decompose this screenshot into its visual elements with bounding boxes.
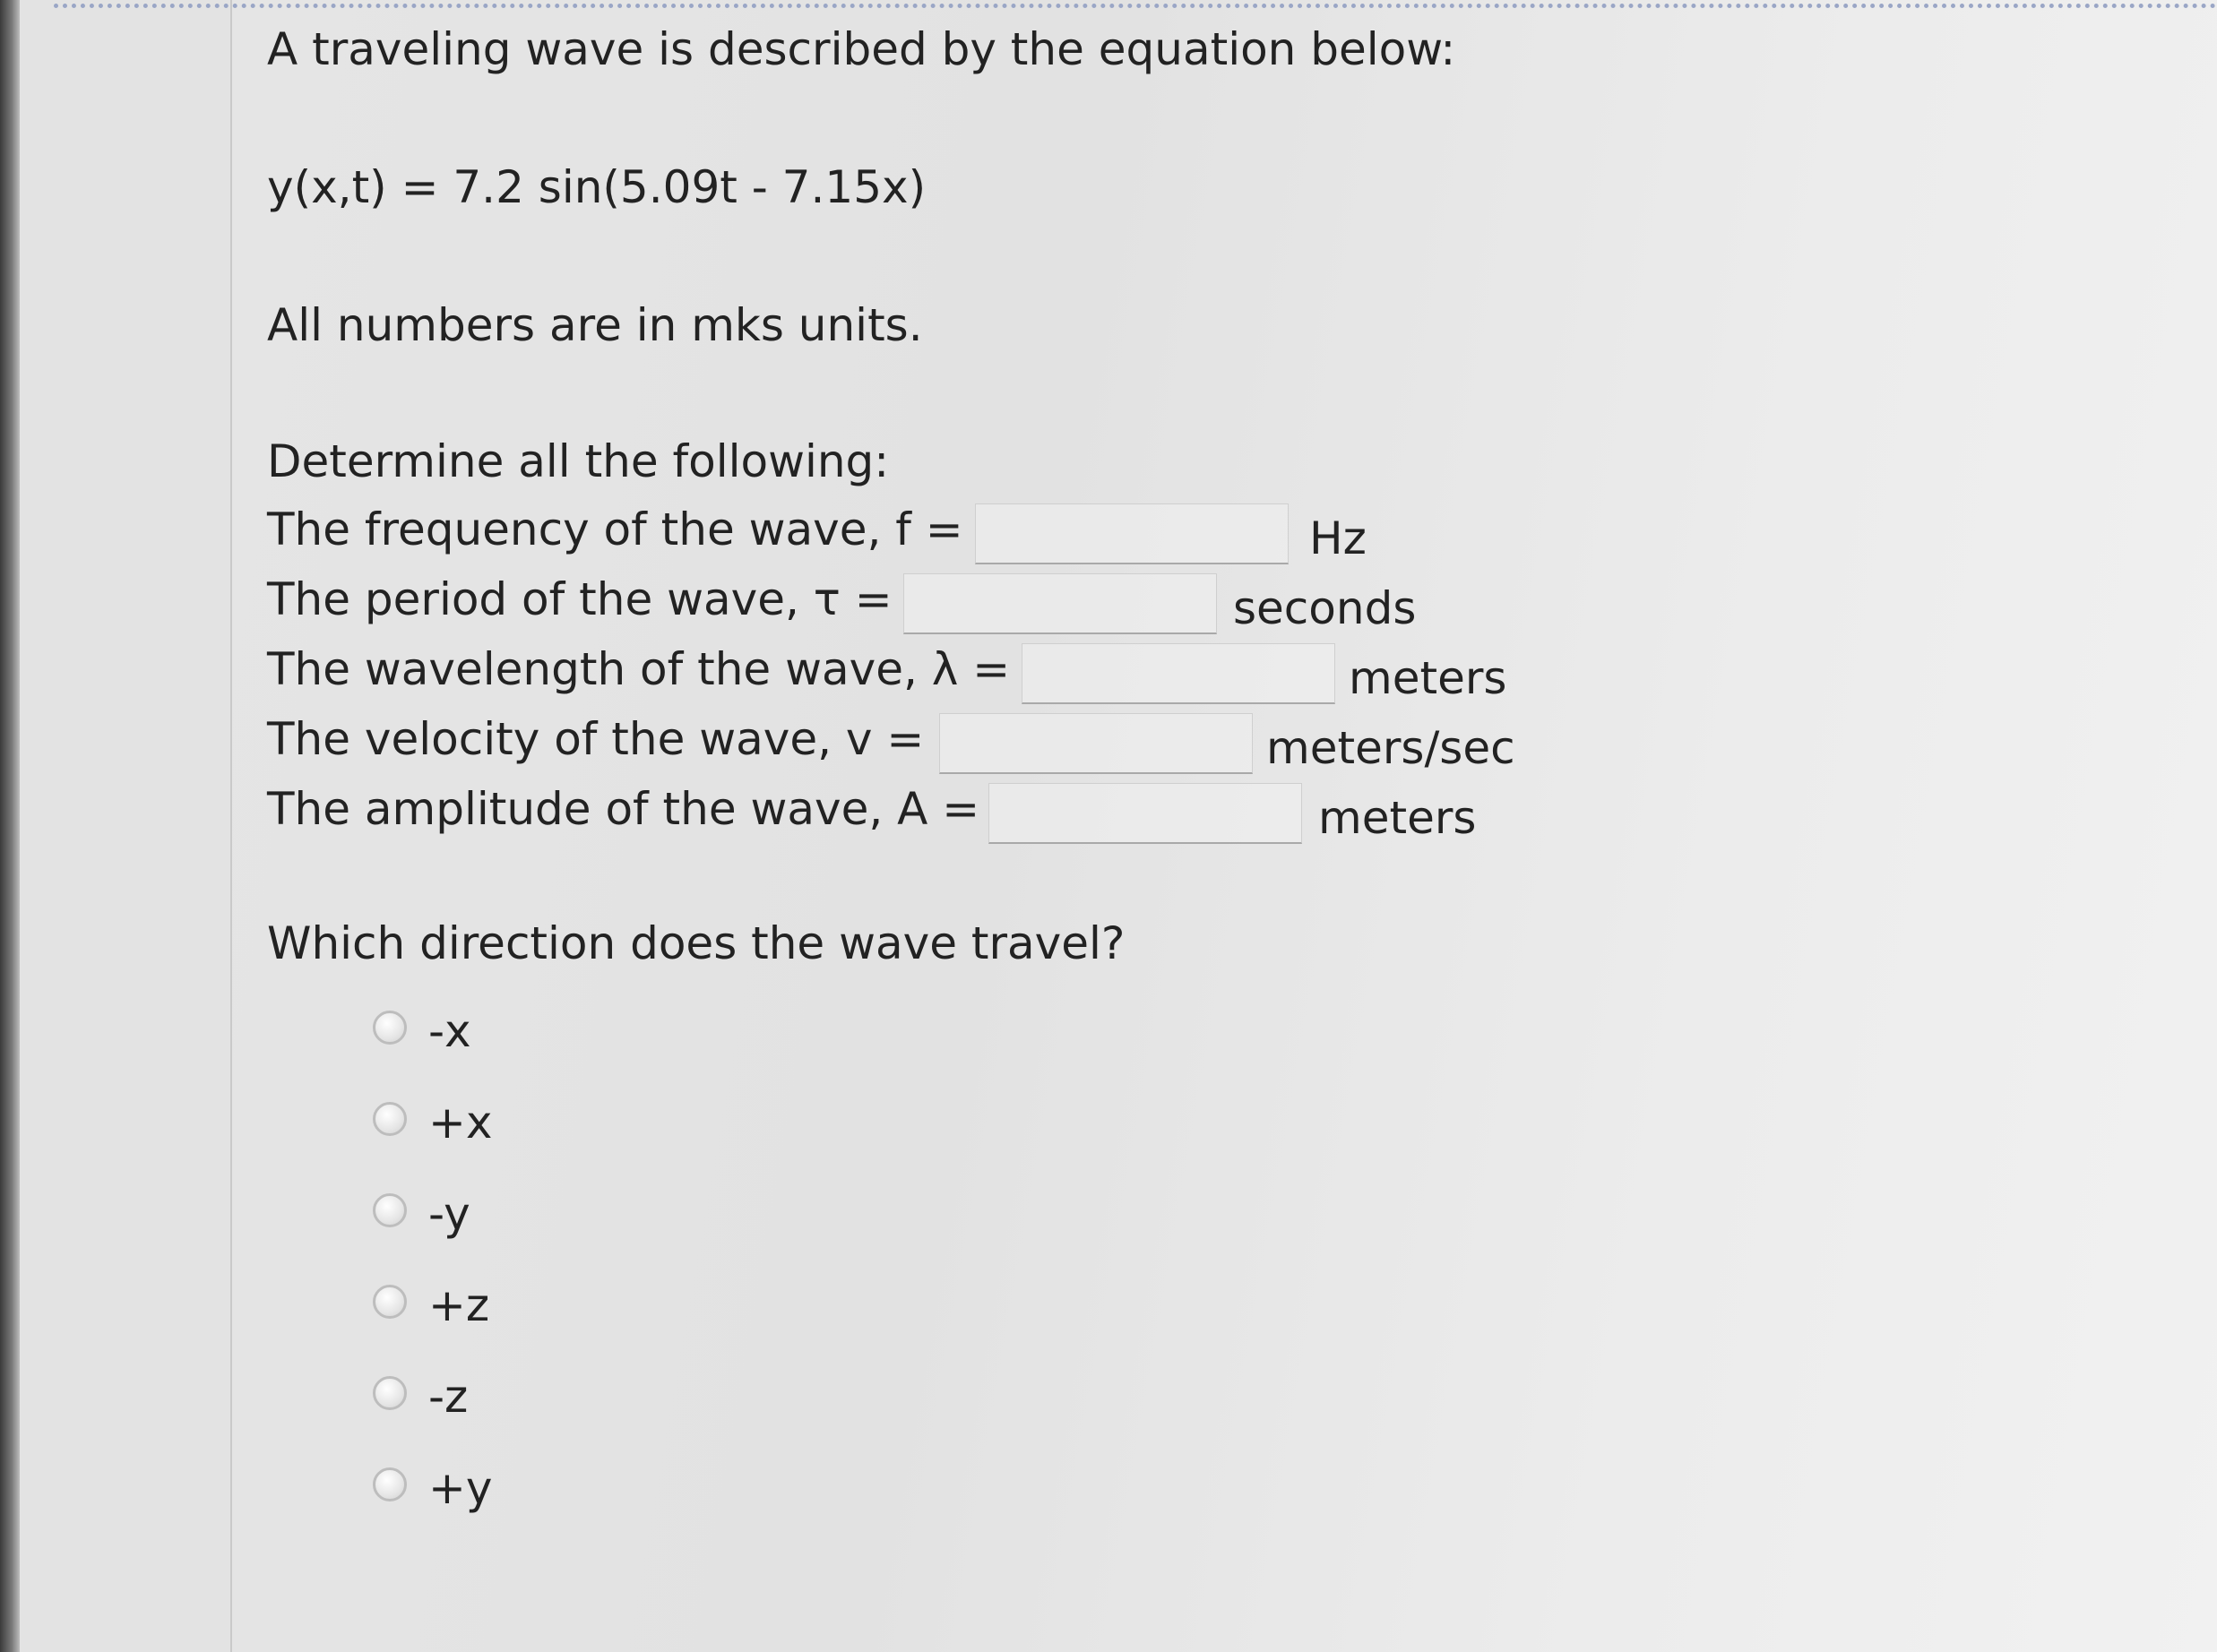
wavelength-unit: meters: [1349, 652, 1507, 704]
period-row: [267, 573, 1611, 636]
frequency-unit: Hz: [1309, 512, 1367, 564]
units-note: All numbers are in mks units.: [267, 299, 923, 351]
frequency-row: [267, 503, 1611, 566]
top-divider: [54, 4, 2217, 8]
velocity-input[interactable]: [939, 713, 1253, 774]
amplitude-row: [267, 783, 1611, 846]
option-label: +z: [428, 1279, 490, 1331]
frequency-input[interactable]: [975, 503, 1289, 564]
radio-button-icon[interactable]: [373, 1467, 407, 1501]
screen-bezel: [0, 0, 20, 1652]
left-panel: [20, 0, 232, 1652]
option-label: -z: [428, 1371, 469, 1423]
wavelength-input[interactable]: [1022, 643, 1335, 704]
velocity-label: The velocity of the wave, v =: [267, 713, 925, 765]
radio-button-icon[interactable]: [373, 1285, 407, 1319]
radio-button-icon[interactable]: [373, 1193, 407, 1227]
option-label: -y: [428, 1188, 470, 1240]
wavelength-label: The wavelength of the wave, λ =: [267, 643, 1011, 695]
period-label: The period of the wave, τ =: [267, 573, 893, 625]
velocity-row: [267, 713, 1611, 776]
radio-button-icon[interactable]: [373, 1011, 407, 1045]
radio-button-icon[interactable]: [373, 1102, 407, 1136]
direction-prompt: Which direction does the wave travel?: [267, 917, 1126, 969]
intro-text: A traveling wave is described by the equation below:: [267, 23, 1456, 75]
option-label: +y: [428, 1462, 493, 1514]
radio-button-icon[interactable]: [373, 1376, 407, 1410]
wavelength-row: [267, 643, 1611, 706]
frequency-label: The frequency of the wave, f =: [267, 503, 963, 555]
determine-label: Determine all the following:: [267, 435, 890, 487]
option-label: +x: [428, 1097, 493, 1149]
amplitude-label: The amplitude of the wave, A =: [267, 783, 980, 835]
velocity-unit: meters/sec: [1266, 722, 1515, 774]
amplitude-input[interactable]: [988, 783, 1302, 844]
option-label: -x: [428, 1005, 471, 1057]
wave-equation: y(x,t) = 7.2 sin(5.09t - 7.15x): [267, 161, 927, 213]
amplitude-unit: meters: [1318, 792, 1477, 844]
period-unit: seconds: [1233, 582, 1417, 634]
period-input[interactable]: [903, 573, 1217, 634]
